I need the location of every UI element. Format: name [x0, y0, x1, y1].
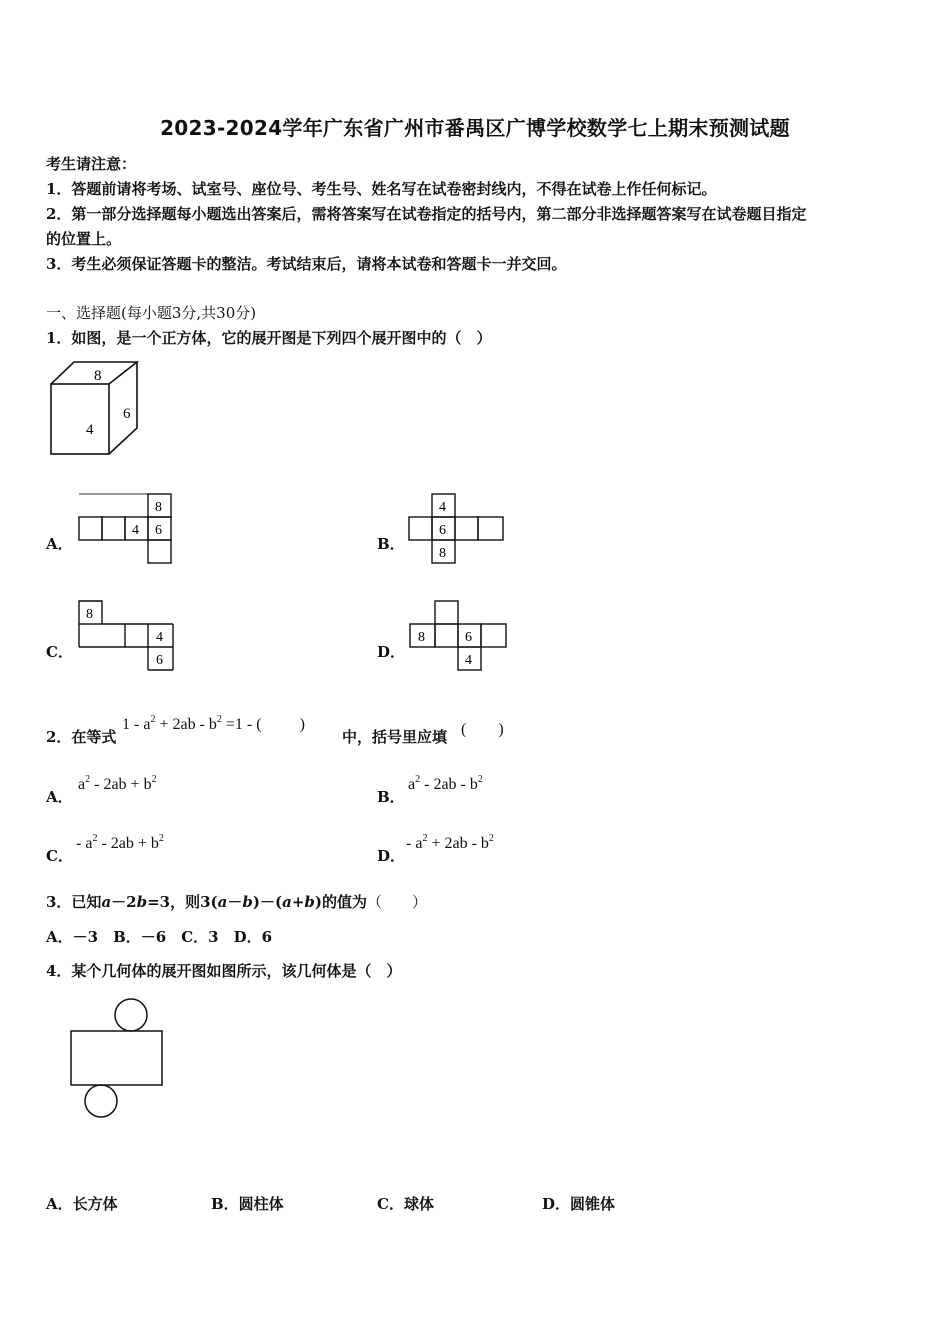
q2-eq-part-1: 1 - a: [122, 716, 151, 733]
page-title: 2023-2024学年广东省广州市番禺区广博学校数学七上期末预测试题: [160, 116, 790, 140]
q4-stem: 4．某个几何体的展开图如图所示，该几何体是（ ）: [46, 962, 402, 980]
q2-stem-prefix: 2．在等式: [46, 728, 117, 746]
q2-eq-part-3: =1 - (: [221, 716, 262, 733]
q2-equation: [122, 714, 305, 734]
q1-option-c-net[interactable]: [76, 598, 178, 674]
notice-item-2-cont: 的位置上。: [46, 230, 122, 248]
q1-option-a-label[interactable]: A．: [46, 535, 73, 553]
q2-eq-part-4: ): [299, 716, 305, 733]
q4-option-b[interactable]: B．圆柱体: [211, 1195, 284, 1213]
cube-side-number: 6: [123, 406, 131, 422]
cube-top-number: 8: [94, 368, 102, 384]
net-c-num-3: 6: [156, 653, 163, 668]
net-d-num-1: 8: [418, 630, 425, 645]
q1-stem: 1．如图，是一个正方体，它的展开图是下列四个展开图中的（ ）: [46, 329, 492, 347]
net-a-num-2: 4: [132, 523, 139, 538]
net-a-num-3: 6: [155, 523, 162, 538]
q2-option-a-label[interactable]: A．: [46, 788, 73, 806]
notice-item-3: 3．考生必须保证答题卡的整洁。考试结束后，请将本试卷和答题卡一并交回。: [46, 255, 567, 273]
notice-item-1: 1．答题前请将考场、试室号、座位号、考生号、姓名写在试卷密封线内，不得在试卷上作任何标记。: [46, 180, 717, 198]
q1-option-c-label[interactable]: C．: [46, 643, 73, 661]
q3-options[interactable]: A．－3 B．－6 C．3 D．6: [46, 928, 273, 946]
q2-option-d-expr[interactable]: - $a^2 + 2ab - b^2$: [406, 833, 494, 852]
q4-top-circle: [115, 999, 147, 1031]
q2-eq-exp-2: 2: [216, 714, 222, 725]
q2-answer-blank[interactable]: ( ): [461, 721, 504, 738]
cube-front-face: [51, 384, 109, 454]
q2-eq-exp-1: 2: [150, 714, 156, 725]
q1-option-a-net[interactable]: [76, 491, 176, 567]
q4-option-c[interactable]: C．球体: [377, 1195, 434, 1213]
q1-option-d-net[interactable]: [406, 598, 510, 674]
q4-net-figure: [66, 996, 168, 1122]
net-b-num-2: 6: [439, 523, 446, 538]
net-b-num-3: 8: [439, 546, 446, 561]
q2-option-b-label[interactable]: B．: [377, 788, 405, 806]
q1-option-d-label[interactable]: D．: [377, 643, 406, 661]
q2-option-c-expr[interactable]: - $a^2 - 2ab + b^2$: [76, 833, 164, 852]
net-c-num-2: 4: [156, 630, 163, 645]
net-d-num-2: 6: [465, 630, 472, 645]
net-c-num-1: 8: [86, 607, 93, 622]
q3-stem: 3．已知a－2b=3，则3(a－b)－(a+b)的值为（ ）: [46, 893, 428, 911]
q1-option-b-label[interactable]: B．: [377, 535, 405, 553]
net-a-num-1: 8: [155, 500, 162, 515]
q4-bottom-circle: [85, 1085, 117, 1117]
q1-cube-figure: [44, 358, 148, 460]
net-d-num-3: 4: [465, 653, 472, 668]
q2-option-b-expr[interactable]: $a^2 - 2ab - b^2$: [408, 774, 483, 793]
q4-rectangle: [71, 1031, 162, 1085]
q2-stem-suffix: 中，括号里应填: [342, 728, 448, 746]
q4-option-a[interactable]: A．长方体: [46, 1195, 118, 1213]
q1-option-b-net[interactable]: [406, 491, 508, 567]
net-b-num-1: 4: [439, 500, 446, 515]
notice-item-2: 2．第一部分选择题每小题选出答案后，需将答案写在试卷指定的括号内，第二部分非选择题答案写在试卷题目指定: [46, 205, 807, 223]
cube-front-number: 4: [86, 422, 94, 438]
section-heading: 一、选择题(每小题3分,共30分): [46, 304, 257, 322]
notice-heading: 考生请注意：: [46, 155, 137, 173]
q3-answer-blank[interactable]: （ ）: [367, 893, 428, 911]
q2-option-c-label[interactable]: C．: [46, 847, 73, 865]
q2-eq-part-2: + 2ab - b: [155, 716, 217, 733]
q4-option-d[interactable]: D．圆锥体: [542, 1195, 616, 1213]
q2-option-a-expr[interactable]: $a^2 - 2ab + b^2$: [78, 774, 157, 793]
q2-option-d-label[interactable]: D．: [377, 847, 406, 865]
